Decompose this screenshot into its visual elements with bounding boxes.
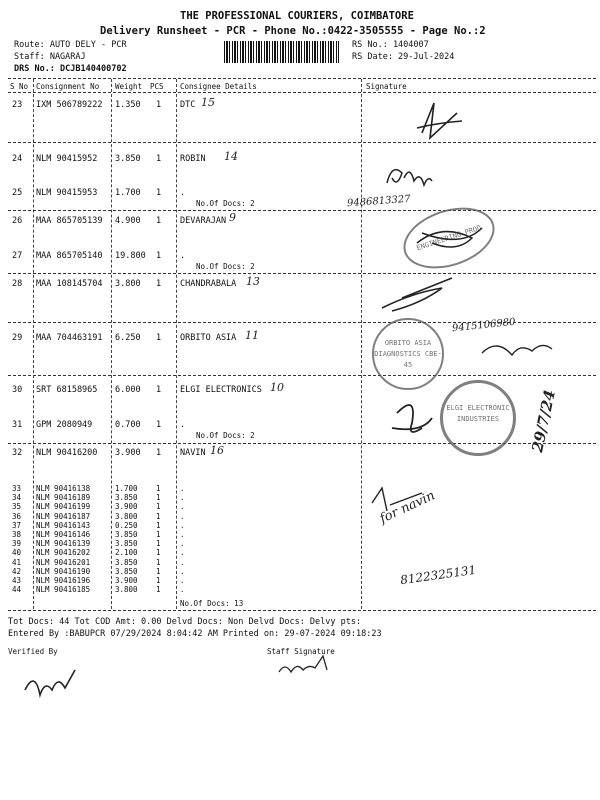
stamp-text: ORBITO ASIA DIAGNOSTICS CBE-45 [374, 339, 442, 369]
row-consignee-placeholder: . [180, 502, 185, 512]
signature-24 [387, 170, 432, 185]
row-consignment: NLM 90416187 [36, 511, 91, 521]
row-consignment: IXM 506789222 [36, 100, 103, 110]
table-bottom-rule [8, 610, 596, 611]
handwritten-number: 10 [270, 381, 284, 394]
row-consignment: NLM 90416190 [36, 566, 91, 576]
row-weight: 3.900 [115, 576, 138, 585]
row-consignee-placeholder: . [180, 539, 185, 549]
row-pcs: 1 [156, 502, 161, 512]
row-sno: 23 [12, 100, 23, 110]
rs-number: RS No.: 1404007 [352, 40, 429, 50]
docs-count: No.Of Docs: 2 [196, 262, 255, 271]
handwritten-number: 11 [245, 329, 259, 342]
row-sno: 40 [12, 548, 22, 558]
row-sno: 43 [12, 576, 22, 585]
verifier-signature [20, 660, 80, 705]
barcode [224, 41, 339, 63]
row-consignee-placeholder: . [180, 511, 185, 521]
row-consignment: NLM 90415953 [36, 188, 98, 198]
row-consignment: NLM 90416199 [36, 502, 91, 512]
handwritten-phone-2: 9415106980 [451, 316, 517, 335]
row-sno: 37 [12, 520, 22, 530]
row-weight: 3.850 [115, 493, 138, 503]
row-pcs: 1 [156, 530, 161, 539]
row-sno: 42 [12, 566, 22, 576]
row-consignee: . [180, 251, 186, 261]
row-consignment: NLM 90416189 [36, 493, 91, 503]
col-weight: Weight [115, 82, 143, 91]
staff: Staff: NAGARAJ [14, 52, 86, 62]
row-sno: 35 [12, 502, 22, 512]
row-consignment: NLM 90416196 [36, 576, 91, 585]
runsheet-title: Delivery Runsheet - PCR - Phone No.:0422-3505555 - Page No.:2 [100, 25, 486, 37]
row-sno: 38 [12, 530, 22, 539]
footer-totals: Tot Docs: 44 Tot COD Amt: 0.00 Delvd Docs: Non Delvd Docs: Delvy pts: [8, 617, 362, 627]
row-sno: 26 [12, 216, 23, 226]
row-consignment: SRT 68158965 [36, 385, 98, 395]
col-consignee: Consignee Details [180, 82, 257, 91]
row-consignee: . [180, 420, 186, 430]
row-pcs: 1 [156, 154, 162, 164]
handwritten-number: 9 [229, 211, 236, 224]
company-name: THE PROFESSIONAL COURIERS, COIMBATORE [180, 10, 414, 22]
verified-by-label: Verified By [8, 647, 58, 656]
staff-signature-label: Staff Signature [267, 647, 335, 656]
row-sno: 39 [12, 539, 22, 549]
row-pcs: 1 [156, 585, 161, 595]
row-pcs: 1 [156, 448, 162, 458]
drs-number: DRS No.: DCJB140400702 [14, 64, 127, 74]
company-stamp [440, 380, 516, 456]
handwritten-date: 29/7/24 [528, 388, 559, 454]
row-consignee-placeholder: . [180, 484, 185, 493]
row-sno: 36 [12, 511, 22, 521]
row-consignment: MAA 108145704 [36, 279, 103, 289]
row-weight: 2.100 [115, 548, 138, 558]
row-consignee-placeholder: . [180, 493, 185, 503]
row-pcs: 1 [156, 539, 161, 549]
row-consignee: CHANDRABALA [180, 279, 237, 289]
row-consignee: NAVIN [180, 448, 206, 458]
handwritten-phone-1: 9486813327 [346, 193, 411, 210]
row-sno: 44 [12, 585, 22, 595]
row-weight: 3.900 [115, 448, 141, 458]
row-pcs: 1 [156, 251, 162, 261]
group-docs-count: No.Of Docs: 13 [180, 599, 244, 608]
row-weight: 3.800 [115, 585, 138, 595]
row-pcs: 1 [156, 520, 161, 530]
row-weight: 19.800 [115, 251, 146, 261]
row-consignment: MAA 865705139 [36, 216, 103, 226]
row-consignment: NLM 90416200 [36, 448, 98, 458]
row-weight: 3.850 [115, 530, 138, 539]
row-pcs: 1 [156, 333, 162, 343]
row-weight: 0.700 [115, 420, 141, 430]
row-consignment: NLM 90416139 [36, 539, 91, 549]
row-consignment: NLM 90416201 [36, 557, 91, 567]
handwritten-number: 14 [224, 150, 238, 163]
row-consignee: ORBITO ASIA [180, 333, 237, 343]
row-sno: 31 [12, 420, 23, 430]
footer-entered-by: Entered By :BABUPCR 07/29/2024 8:04:42 AM Printed on: 29-07-2024 09:18:23 [8, 629, 382, 639]
row-consignee: ROBIN [180, 154, 206, 164]
row-pcs: 1 [156, 557, 161, 567]
row-consignee-placeholder: . [180, 566, 185, 576]
row-consignee-placeholder: . [180, 520, 185, 530]
row-sno: 24 [12, 154, 23, 164]
row-weight: 3.900 [115, 502, 138, 512]
row-sno: 41 [12, 557, 22, 567]
row-pcs: 1 [156, 420, 162, 430]
row-weight: 1.350 [115, 100, 141, 110]
row-sno: 27 [12, 251, 23, 261]
handwritten-phone-3: 8122325131 [399, 562, 477, 588]
col-rule [111, 79, 112, 609]
signature-28 [382, 278, 452, 311]
row-consignment: MAA 704463191 [36, 333, 103, 343]
row-consignee-placeholder: . [180, 585, 185, 595]
row-pcs: 1 [156, 566, 161, 576]
row-pcs: 1 [156, 279, 162, 289]
row-pcs: 1 [156, 484, 161, 493]
stamp-text: ENGINEERING PROD [415, 223, 483, 253]
col-sno: S No [10, 82, 29, 91]
signature-29 [482, 345, 552, 355]
row-weight: 3.850 [115, 154, 141, 164]
row-weight: 1.700 [115, 188, 141, 198]
stamp-text: ELGI ELECTRONIC INDUSTRIES [446, 404, 510, 423]
row-sno: 25 [12, 188, 23, 198]
row-weight: 6.000 [115, 385, 141, 395]
row-pcs: 1 [156, 511, 161, 521]
row-weight: 0.250 [115, 520, 138, 530]
row-weight: 3.800 [115, 511, 138, 521]
row-consignee-placeholder: . [180, 548, 185, 558]
route: Route: AUTO DELY - PCR [14, 40, 127, 50]
row-consignee: . [180, 188, 186, 198]
row-sno: 30 [12, 385, 23, 395]
docs-count: No.Of Docs: 2 [196, 199, 255, 208]
row-pcs: 1 [156, 188, 162, 198]
row-consignment: NLM 90415952 [36, 154, 98, 164]
row-consignee-placeholder: . [180, 557, 185, 567]
row-weight: 1.700 [115, 484, 138, 493]
col-rule [176, 79, 177, 609]
col-rule [33, 79, 34, 609]
row-consignment: GPM 2080949 [36, 420, 93, 430]
header-top-rule [8, 78, 596, 79]
row-weight: 3.850 [115, 557, 138, 567]
row-sno: 32 [12, 448, 23, 458]
row-consignee-placeholder: . [180, 576, 185, 585]
row-consignment: NLM 90416143 [36, 520, 91, 530]
row-pcs: 1 [156, 385, 162, 395]
row-sno: 33 [12, 484, 22, 493]
signature-30 [392, 405, 432, 432]
row-weight: 3.800 [115, 279, 141, 289]
row-sno: 34 [12, 493, 22, 503]
row-consignee: DEVARAJAN [180, 216, 227, 226]
row-consignee: ELGI ELECTRONICS [180, 385, 262, 395]
row-sno: 28 [12, 279, 23, 289]
row-consignment: NLM 90416138 [36, 484, 91, 493]
row-pcs: 1 [156, 216, 162, 226]
company-stamp [372, 318, 444, 390]
row-consignment: MAA 865705140 [36, 251, 103, 261]
handwritten-number: 13 [246, 275, 260, 288]
row-consignee: DTC [180, 100, 196, 110]
row-pcs: 1 [156, 493, 161, 503]
row-consignment: NLM 90416185 [36, 585, 91, 595]
row-weight: 6.250 [115, 333, 141, 343]
row-pcs: 1 [156, 576, 161, 585]
col-consignment: Consignment No [36, 82, 100, 91]
signature-23 [417, 103, 462, 138]
row-pcs: 1 [156, 100, 162, 110]
row-weight: 3.850 [115, 539, 138, 549]
row-weight: 3.850 [115, 566, 138, 576]
row-consignee-placeholder: . [180, 530, 185, 539]
col-signature: Signature [366, 82, 407, 91]
col-pcs: PCS [150, 82, 164, 91]
handwritten-for-navin: for navin [377, 488, 438, 527]
handwritten-number: 16 [210, 444, 224, 457]
row-consignment: NLM 90416202 [36, 548, 91, 558]
rs-date: RS Date: 29-Jul-2024 [352, 52, 455, 62]
row-sno: 29 [12, 333, 23, 343]
docs-count: No.Of Docs: 2 [196, 431, 255, 440]
row-weight: 4.900 [115, 216, 141, 226]
row-consignment: NLM 90416146 [36, 530, 91, 539]
staff-signature [275, 650, 345, 680]
row-pcs: 1 [156, 548, 161, 558]
handwritten-number: 15 [201, 96, 215, 109]
